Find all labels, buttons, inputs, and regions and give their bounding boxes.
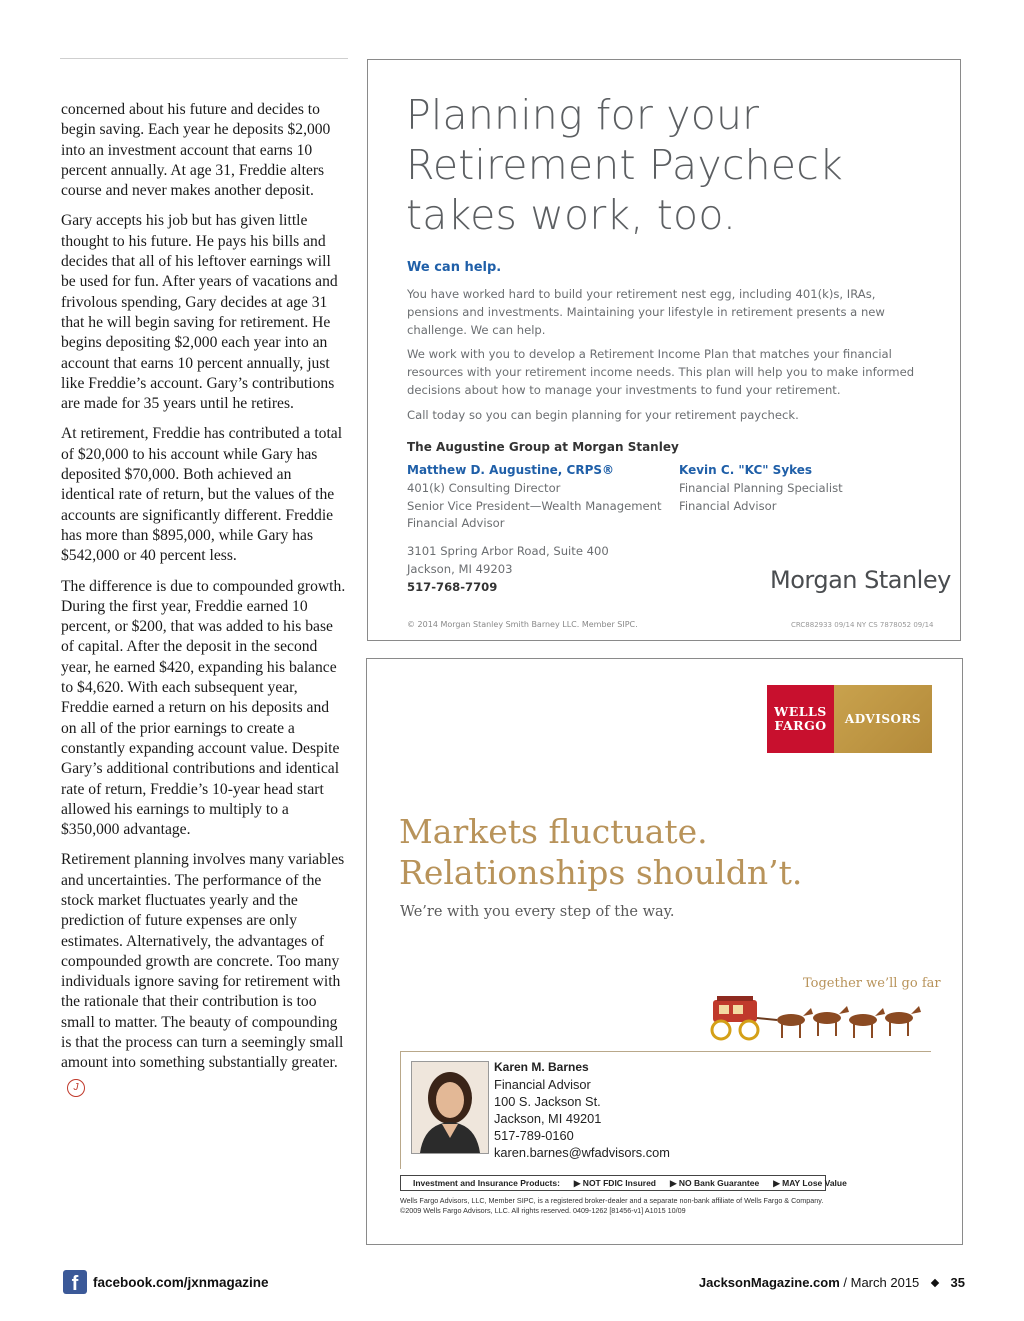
- facebook-link[interactable]: facebook.com/jxnmagazine: [93, 1274, 269, 1290]
- wf-logo-red: [767, 685, 834, 753]
- ms-address-line: 3101 Spring Arbor Road, Suite 400: [407, 544, 609, 558]
- ms-body-paragraph: Call today so you can begin planning for your retirement paycheck.: [407, 408, 799, 422]
- ms-advisor-2-name: Kevin C. "KC" Sykes: [679, 463, 813, 477]
- ms-phone[interactable]: 517-768-7709: [407, 579, 498, 594]
- wf-logo-gold: ADVISORS: [834, 685, 932, 753]
- ms-subhead: We can help.: [407, 260, 502, 275]
- ms-headline-line: Planning for your: [406, 91, 760, 139]
- ms-advisor-2: [679, 462, 843, 515]
- ms-body-paragraph: You have worked hard to build your retirement nest egg, including 401(k)s, IRAs, pensions and investments. Maintaining your lifestyle in retirement presents a new challenge. We can help.: [407, 287, 885, 337]
- wf-disclosure-item: ▶ MAY Lose Value: [773, 1177, 847, 1188]
- wf-headline: [399, 811, 802, 893]
- wells-fargo-logo: [767, 685, 932, 753]
- footer-right: [699, 1275, 965, 1290]
- article-column: [61, 100, 346, 1107]
- page-number: 35: [950, 1275, 965, 1290]
- issue-date: March 2015: [850, 1275, 920, 1290]
- wf-disclosure-label: Investment and Insurance Products:: [413, 1178, 560, 1188]
- top-rule: [60, 58, 348, 59]
- ms-group-name: The Augustine Group at Morgan Stanley: [407, 440, 679, 454]
- wf-contact-street: 100 S. Jackson St.: [494, 1094, 601, 1109]
- ms-advisor-1-line: Senior Vice President—Wealth Management: [407, 498, 662, 513]
- wells-fargo-ad[interactable]: [366, 658, 963, 1245]
- wf-contact-city: Jackson, MI 49201: [494, 1111, 602, 1126]
- advisor-photo: [411, 1061, 489, 1154]
- ms-body-paragraph: We work with you to develop a Retirement Income Plan that matches your financial resources with your retirement income needs. This plan will help you to make informed decisions about how to manage your investments to fund your retirement.: [407, 347, 915, 397]
- ms-headline-line: Retirement Paycheck: [406, 141, 843, 189]
- facebook-icon: f: [63, 1270, 87, 1294]
- wf-disclosure-item: ▶ NO Bank Guarantee: [670, 1177, 760, 1188]
- wf-advisor-card: [400, 1051, 932, 1169]
- footer-facebook[interactable]: [63, 1270, 269, 1294]
- article-paragraph: [61, 850, 346, 1096]
- article-last-text: Retirement planning involves many variables and uncertainties. The performance of the stock market fluctuates yearly and the prediction of future expenses are only estimates. Alternatively, the advantages of compounded growth are concrete. Too many individuals ignore saving for retirement with the rationale that their contribution is too small to matter. The beauty of compounding is that the process can turn a seemingly small amount into something substantially greater.: [61, 851, 345, 1072]
- wf-contact-phone[interactable]: 517-789-0160: [494, 1128, 574, 1143]
- wf-disclosure-item: ▶ NOT FDIC Insured: [573, 1177, 657, 1188]
- wf-disclosure-bar: [400, 1175, 847, 1191]
- ms-code: CRC882933 09/14 NY CS 7878052 09/14: [791, 621, 934, 629]
- ms-advisor-2-line: Financial Advisor: [679, 498, 777, 513]
- morgan-stanley-ad[interactable]: [367, 59, 961, 641]
- article-paragraph: Gary accepts his job but has given little thought to his future. He pays his bills and decides that all of his leftover earnings will be used for fun. After years of vacations and frivolous spending, Gary decides at age 31 that he will begin saving for retirement. He begins depositing $2,000 each year into an account that earns 10 percent annually, just like Freddie’s account. Gary’s contributions are made for 35 years until he retires.: [61, 212, 338, 413]
- end-mark-icon: J: [67, 1079, 85, 1097]
- diamond-icon: [931, 1279, 939, 1287]
- wf-legal-line: Wells Fargo Advisors, LLC, Member SIPC, is a registered broker-dealer and a separate non-bank affiliate of Wells Fargo & Company.: [400, 1196, 824, 1205]
- wf-subhead: We’re with you every step of the way.: [400, 904, 675, 920]
- ms-address: [407, 543, 609, 596]
- ms-headline-line: takes work, too.: [406, 191, 737, 239]
- ms-advisor-1: [407, 462, 662, 533]
- wf-tagline: Together we’ll go far: [803, 976, 941, 991]
- wf-contact-name: Karen M. Barnes: [494, 1060, 589, 1074]
- wf-contact-email[interactable]: karen.barnes@wfadvisors.com: [494, 1145, 670, 1160]
- wf-headline-line: Relationships shouldn’t.: [399, 853, 803, 892]
- wf-logo-word: WELLS: [774, 704, 827, 719]
- ms-headline: [406, 90, 843, 240]
- wf-contact-title: Financial Advisor: [494, 1077, 591, 1092]
- wf-logo-word: FARGO: [774, 718, 827, 733]
- ms-advisor-1-line: 401(k) Consulting Director: [407, 480, 561, 495]
- ms-advisor-1-name: Matthew D. Augustine, CRPS®: [407, 463, 615, 477]
- wf-headline-line: Markets fluctuate.: [399, 812, 708, 851]
- morgan-stanley-logo: Morgan Stanley: [770, 566, 951, 594]
- footer-slash: /: [843, 1275, 851, 1290]
- site-link[interactable]: JacksonMagazine.com: [698, 1275, 840, 1290]
- article-paragraph: At retirement, Freddie has contributed a total of $20,000 to his account while Gary has deposited $70,000. Both achieved an identical rate of return, but the values of the accounts are significantly different. Freddie has more than $895,000, while Gary has $542,000 or 40 percent less.: [61, 425, 343, 565]
- wf-legal: [400, 1196, 823, 1216]
- article-paragraph: concerned about his future and decides to begin saving. Each year he deposits $2,000 into an investment account that earns 10 percent annually. At age 31, Freddie alters course and never makes another deposit.: [61, 101, 331, 200]
- wf-legal-line: ©2009 Wells Fargo Advisors, LLC. All rights reserved. 0409-1262 [81456-v1] A1015 10/09: [400, 1206, 686, 1215]
- ms-advisor-2-line: Financial Planning Specialist: [679, 480, 843, 495]
- ms-legal: © 2014 Morgan Stanley Smith Barney LLC. Member SIPC.: [407, 620, 638, 629]
- article-paragraph: The difference is due to compounded growth. During the first year, Freddie earned 10 percent, or $200, that was added to his base of capital. After the deposit in the second year, he earned $420, expanding his balance to $4,620. With each subsequent year, Freddie earned a return on his deposits and on all of the prior earnings to create a constantly expanding account value. Despite Gary’s additional contributions and identical rate of return, Freddie’s 10-year head start allowed his earnings to multiply to a $350,000 advantage.: [61, 577, 346, 839]
- ms-address-line: Jackson, MI 49203: [407, 561, 513, 576]
- ms-advisor-1-line: Financial Advisor: [407, 516, 505, 531]
- stagecoach-icon: [703, 994, 929, 1044]
- wf-contact: [494, 1059, 670, 1161]
